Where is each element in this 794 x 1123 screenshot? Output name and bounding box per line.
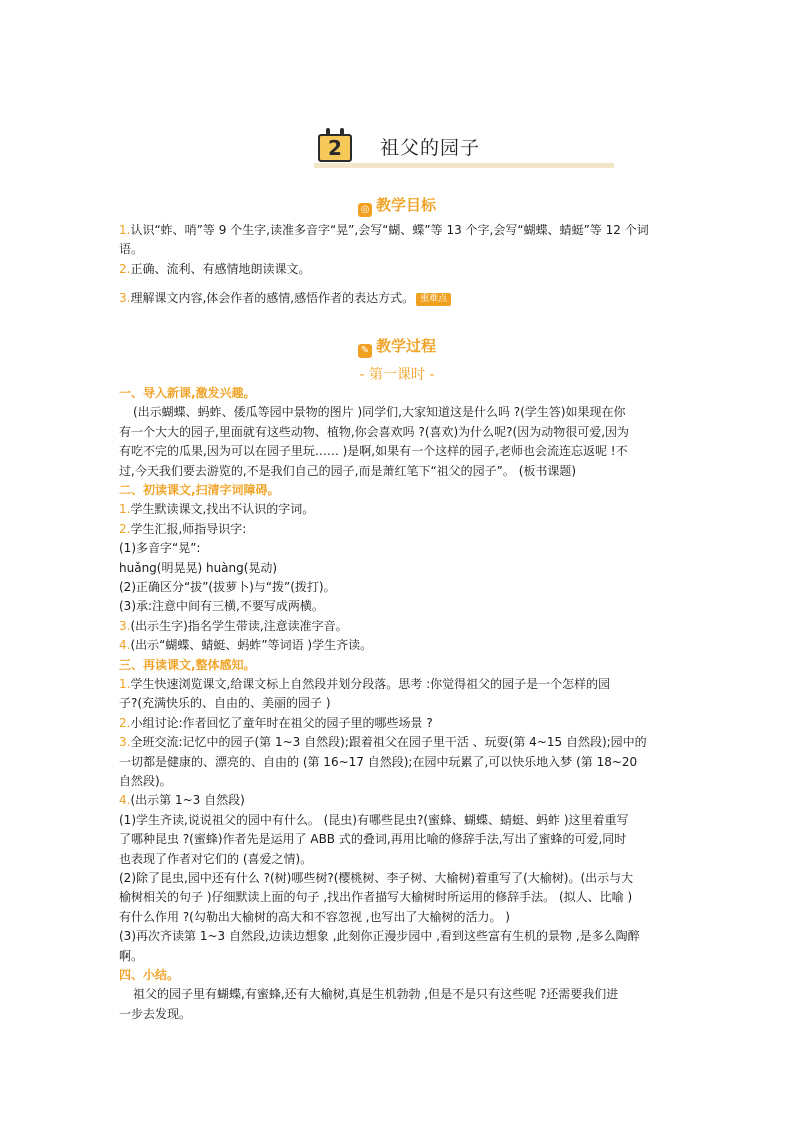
text-line: 也表现了作者对它们的 (喜爱之情)。 — [119, 851, 313, 866]
lesson-number: 2 — [318, 134, 352, 162]
text-line: (1)学生齐读,说说祖父的园中有什么。 (昆虫)有哪些昆虫?(蜜蜂、蝴蝶、蜻蜓、蚂蚱 )这里着重写 — [119, 812, 629, 827]
text-line: 啊。 — [119, 948, 144, 963]
text-line: 2.小组讨论:作者回忆了童年时在祖父的园子里的哪些场景 ? — [119, 715, 433, 730]
text-line: 子?(充满快乐的、自由的、美丽的园子 ) — [119, 696, 331, 711]
goal-item: 2.正确、流利、有感情地朗读课文。 — [119, 262, 311, 276]
text-line: 1.学生快速浏览课文,给课文标上自然段并划分段落。思考 :你觉得祖父的园子是一个怎样的园 — [119, 677, 611, 691]
text-line: (2)除了昆虫,园中还有什么 ?(树)哪些树?(樱桃树、李子树、大榆树)着重写了(大榆树)。(出示与大 — [119, 871, 634, 885]
section-subheading: 三、再读课文,整体感知。 — [119, 657, 256, 672]
text-line: (出示蝴蝶、蚂蚱、倭瓜等园中景物的图片 )同学们,大家知道这是什么吗 ?(学生答)如果现在你 — [133, 405, 626, 420]
text-line: 一切都是健康的、漂亮的、自由的 (第 16~17 自然段);在园中玩累了,可以快乐地入梦 (第 18~20 — [119, 754, 638, 769]
goals-heading: ◎ 教学目标 — [0, 194, 794, 217]
text-line: 自然段)。 — [119, 774, 172, 788]
text-line: (2)正确区分“拔”(拔萝卜)与“拨”(拨打)。 — [119, 580, 336, 594]
text-line: 3.全班交流:记忆中的园子(第 1~3 自然段);跟着祖父在园子里干活 、玩耍(第 4~15 自然段);园中的 — [119, 735, 647, 750]
pencil-icon: ✎ — [358, 344, 372, 358]
text-line: (3)承:注意中间有三横,不要写成两横。 — [119, 599, 324, 614]
text-line: 了哪种昆虫 ?(蜜蜂)作者先是运用了 ABB 式的叠词,再用比喻的修辞手法,写出了蜜蜂的可爱,同时 — [119, 832, 627, 847]
period-label: - 第一课时 - — [359, 367, 435, 383]
text-line: (1)多音字“晃”: — [119, 541, 201, 556]
text-line: 过,今天我们要去游览的,不是我们自己的园子,而是萧红笔下“祖父的园子”。 (板书课题) — [119, 463, 577, 478]
title-underline — [314, 163, 614, 168]
goal-item: 语。 — [119, 242, 144, 256]
lesson-title-row — [318, 126, 480, 166]
lesson-title: 祖父的园子 — [380, 136, 481, 159]
target-icon: ◎ — [358, 203, 372, 217]
text-line: 一步去发现。 — [119, 1006, 192, 1021]
text-line: huǎng(明晃晃) huàng(晃动) — [119, 560, 278, 575]
goal-item: 3.理解课文内容,体会作者的感情,感悟作者的表达方式。 重难点 — [119, 289, 679, 309]
text-line: 1.学生默读课文,找出不认识的字词。 — [119, 502, 315, 517]
text-line: 榆树相关的句子 )仔细默读上面的句子 ,找出作者描写大榆树时所运用的修辞手法。 (拟人、比喻 ) — [119, 890, 633, 905]
text-line: 有吃不完的瓜果,因为可以在园子里玩…… )是啊,如果有一个这样的园子,老师也会流连忘返呢 !不 — [119, 444, 628, 459]
goal-item: 1.认识“蚱、哨”等 9 个生字,读准多音字“晃”,会写“蝴、蝶”等 13 个字,会写“蝴蝶、蜻蜓”等 12 个词 — [119, 223, 649, 237]
text-line: 3.(出示生字)指名学生带读,注意读准字音。 — [119, 618, 348, 633]
key-point-badge: 重难点 — [416, 293, 451, 306]
text-line: 有一个大大的园子,里面就有这些动物、植物,你会喜欢吗 ?(喜欢)为什么呢?(因为动物很可爱,因为 — [119, 424, 630, 439]
section-subheading: 二、初读课文,扫清字词障碍。 — [119, 483, 280, 497]
process-heading: ✎ 教学过程 — [0, 335, 794, 358]
text-line: 4.(出示“蝴蝶、蜻蜓、蚂蚱”等词语 )学生齐读。 — [119, 638, 373, 653]
section-subheading: 四、小结。 — [119, 968, 180, 982]
text-line: 4.(出示第 1~3 自然段) — [119, 793, 245, 808]
text-line: 2.学生汇报,师指导识字: — [119, 521, 247, 536]
text-line: 祖父的园子里有蝴蝶,有蜜蜂,还有大榆树,真是生机勃勃 ,但是不是只有这些呢 ?还需要我们进 — [133, 987, 619, 1002]
text-line: 有什么作用 ?(勾勒出大榆树的高大和不容忽视 ,也写出了大榆树的活力。 ) — [119, 909, 510, 924]
text-line: (3)再次齐读第 1~3 自然段,边读边想象 ,此刻你正漫步园中 ,看到这些富有生机的景物 ,是多么陶醉 — [119, 929, 640, 944]
section-subheading: 一、导入新课,激发兴趣。 — [119, 386, 256, 400]
calendar-number-icon — [318, 128, 356, 164]
